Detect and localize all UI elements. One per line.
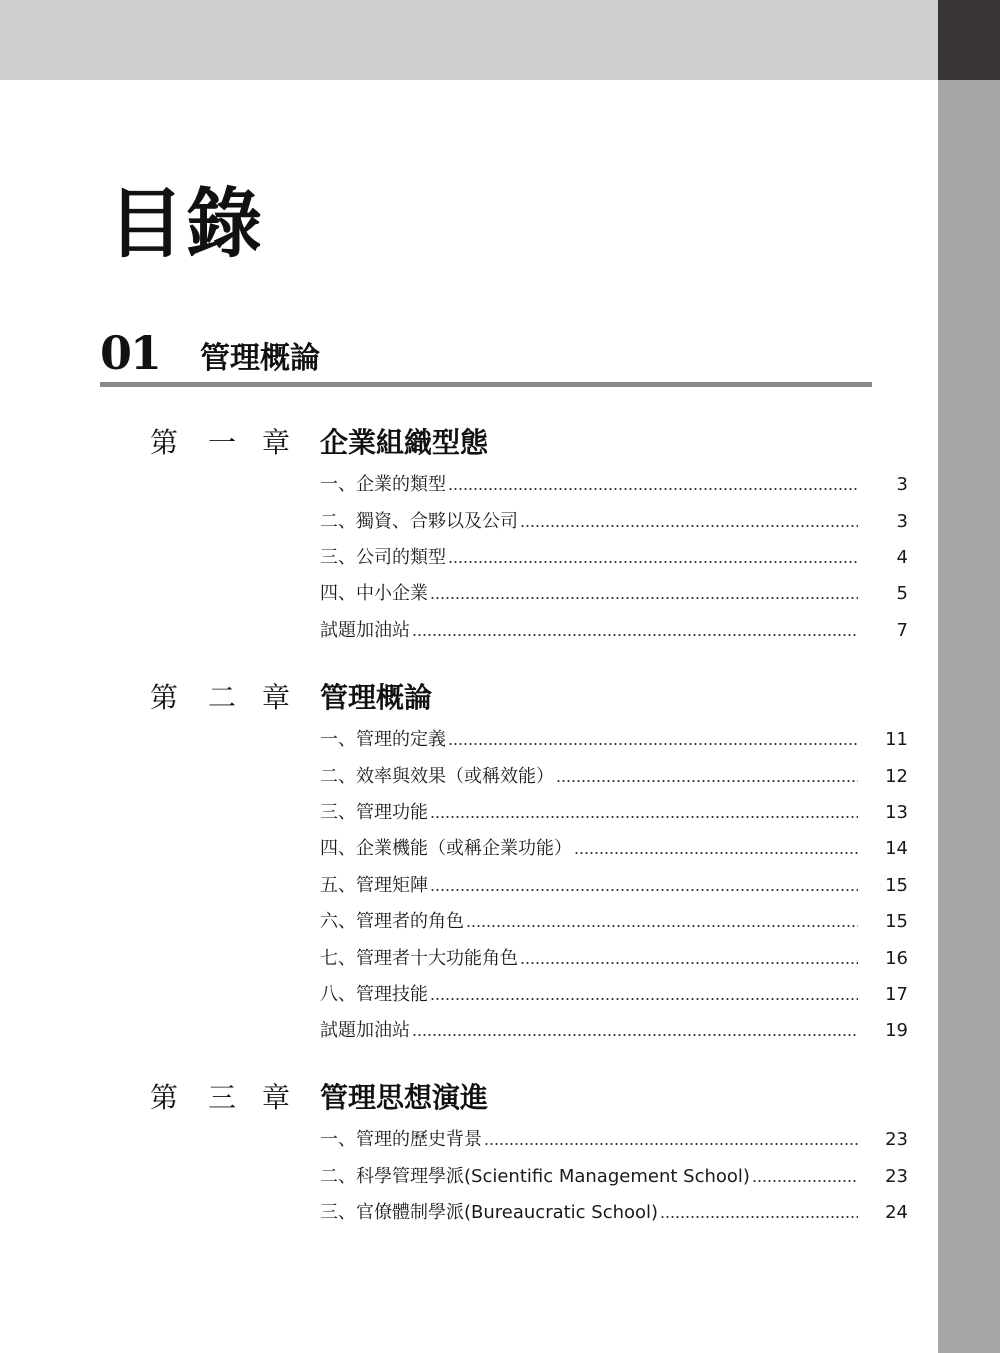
chapter-section	[150, 682, 910, 1050]
dot-leader	[448, 729, 858, 751]
toc-page-number: 13	[885, 801, 908, 823]
toc-entry-title: 一、企業的類型	[320, 474, 446, 496]
chapter-label-word: 第	[150, 681, 179, 714]
chapter-label-word: 章	[262, 1081, 291, 1114]
dot-leader	[430, 875, 858, 897]
chapter-section	[150, 1082, 910, 1231]
toc-entry-title: 六、管理者的角色	[320, 911, 464, 933]
toc-entry-title: 試題加油站	[320, 619, 410, 641]
chapter-section	[150, 427, 910, 649]
part-title: 管理概論	[200, 341, 320, 376]
dot-leader	[574, 838, 858, 860]
dot-leader	[448, 547, 858, 569]
chapter-heading	[150, 427, 910, 467]
chapter-label-word: 三	[208, 1081, 237, 1114]
dot-leader	[430, 984, 858, 1006]
dot-leader	[466, 911, 858, 933]
dot-leader	[484, 1129, 858, 1151]
top-band	[0, 0, 938, 80]
toc-page-number: 16	[885, 947, 908, 969]
chapter-label-word: 章	[262, 681, 291, 714]
part-divider	[100, 382, 872, 387]
toc-page-number: 3	[896, 510, 908, 532]
toc-entry-title: 一、管理的定義	[320, 729, 446, 751]
toc-list	[320, 722, 908, 1050]
part-header	[100, 326, 872, 388]
chapter-title: 企業組織型態	[320, 426, 489, 459]
chapter-label-word: 一	[208, 426, 237, 459]
toc-entry-title: 一、管理的歷史背景	[320, 1129, 482, 1151]
toc-entry-title: 二、效率與效果（或稱效能）	[320, 765, 554, 787]
dot-leader	[412, 620, 858, 642]
toc-list	[320, 1122, 908, 1231]
toc-entry[interactable]	[320, 540, 908, 576]
toc-page-number: 23	[885, 1165, 908, 1187]
chapter-heading	[150, 1082, 910, 1122]
toc-entry-title: 二、獨資、合夥以及公司	[320, 510, 518, 532]
toc-entry-title: 四、中小企業	[320, 583, 428, 605]
toc-entry-title: 試題加油站	[320, 1020, 410, 1042]
chapter-title: 管理思想演進	[320, 1081, 489, 1114]
toc-page-number: 3	[896, 474, 908, 496]
toc-entry-title: 八、管理技能	[320, 983, 428, 1005]
dot-leader	[430, 802, 858, 824]
toc-page-number: 7	[896, 619, 908, 641]
toc-page-number: 12	[885, 765, 908, 787]
toc-entry[interactable]	[320, 940, 908, 976]
toc-page-number: 19	[885, 1020, 908, 1042]
page-title: 目錄	[108, 179, 264, 268]
toc-page-number: 24	[885, 1201, 908, 1223]
toc-entry[interactable]	[320, 613, 908, 649]
toc-entry[interactable]	[320, 795, 908, 831]
chapter-label-word: 章	[262, 426, 291, 459]
dot-leader	[520, 511, 858, 533]
toc-entry[interactable]	[320, 1013, 908, 1049]
toc-entry-title: 二、科學管理學派(Scientific Management School)	[320, 1165, 750, 1187]
toc-entry[interactable]	[320, 503, 908, 539]
dot-leader	[430, 583, 858, 605]
toc-entry[interactable]	[320, 831, 908, 867]
toc-page-number: 17	[885, 983, 908, 1005]
toc-entry[interactable]	[320, 1195, 908, 1231]
chapter-heading	[150, 682, 910, 722]
toc-page-number: 5	[896, 583, 908, 605]
toc-entry-title: 四、企業機能（或稱企業功能）	[320, 838, 572, 860]
toc-entry-title: 三、官僚體制學派(Bureaucratic School)	[320, 1201, 659, 1223]
toc-page-number: 15	[885, 911, 908, 933]
toc-entry-title: 三、管理功能	[320, 801, 428, 823]
dot-leader	[520, 948, 858, 970]
toc-entry[interactable]	[320, 868, 908, 904]
toc-entry-title: 七、管理者十大功能角色	[320, 947, 518, 969]
dot-leader	[556, 766, 858, 788]
chapter-label-word: 第	[150, 426, 179, 459]
toc-page-number: 11	[885, 729, 908, 751]
toc-entry-title: 三、公司的類型	[320, 546, 446, 568]
toc-entry[interactable]	[320, 722, 908, 758]
toc-page-number: 4	[896, 546, 908, 568]
part-number: 01	[100, 326, 161, 380]
dot-leader	[412, 1020, 858, 1042]
toc-entry[interactable]	[320, 467, 908, 503]
chapter-label-word: 第	[150, 1081, 179, 1114]
chapter-label-word: 二	[208, 681, 237, 714]
toc-entry[interactable]	[320, 576, 908, 612]
corner-block	[938, 0, 1000, 80]
toc-page-number: 23	[885, 1129, 908, 1151]
toc-page-number: 14	[885, 838, 908, 860]
toc-entry[interactable]	[320, 758, 908, 794]
toc-entry[interactable]	[320, 977, 908, 1013]
toc-entry[interactable]	[320, 904, 908, 940]
dot-leader	[448, 474, 858, 496]
toc-entry-title: 五、管理矩陣	[320, 874, 428, 896]
toc-entry[interactable]	[320, 1158, 908, 1194]
toc-page-number: 15	[885, 874, 908, 896]
side-band	[938, 80, 1000, 1353]
dot-leader	[752, 1166, 858, 1188]
dot-leader	[660, 1202, 858, 1224]
toc-list	[320, 467, 908, 649]
chapter-title: 管理概論	[320, 681, 433, 714]
toc-entry[interactable]	[320, 1122, 908, 1158]
